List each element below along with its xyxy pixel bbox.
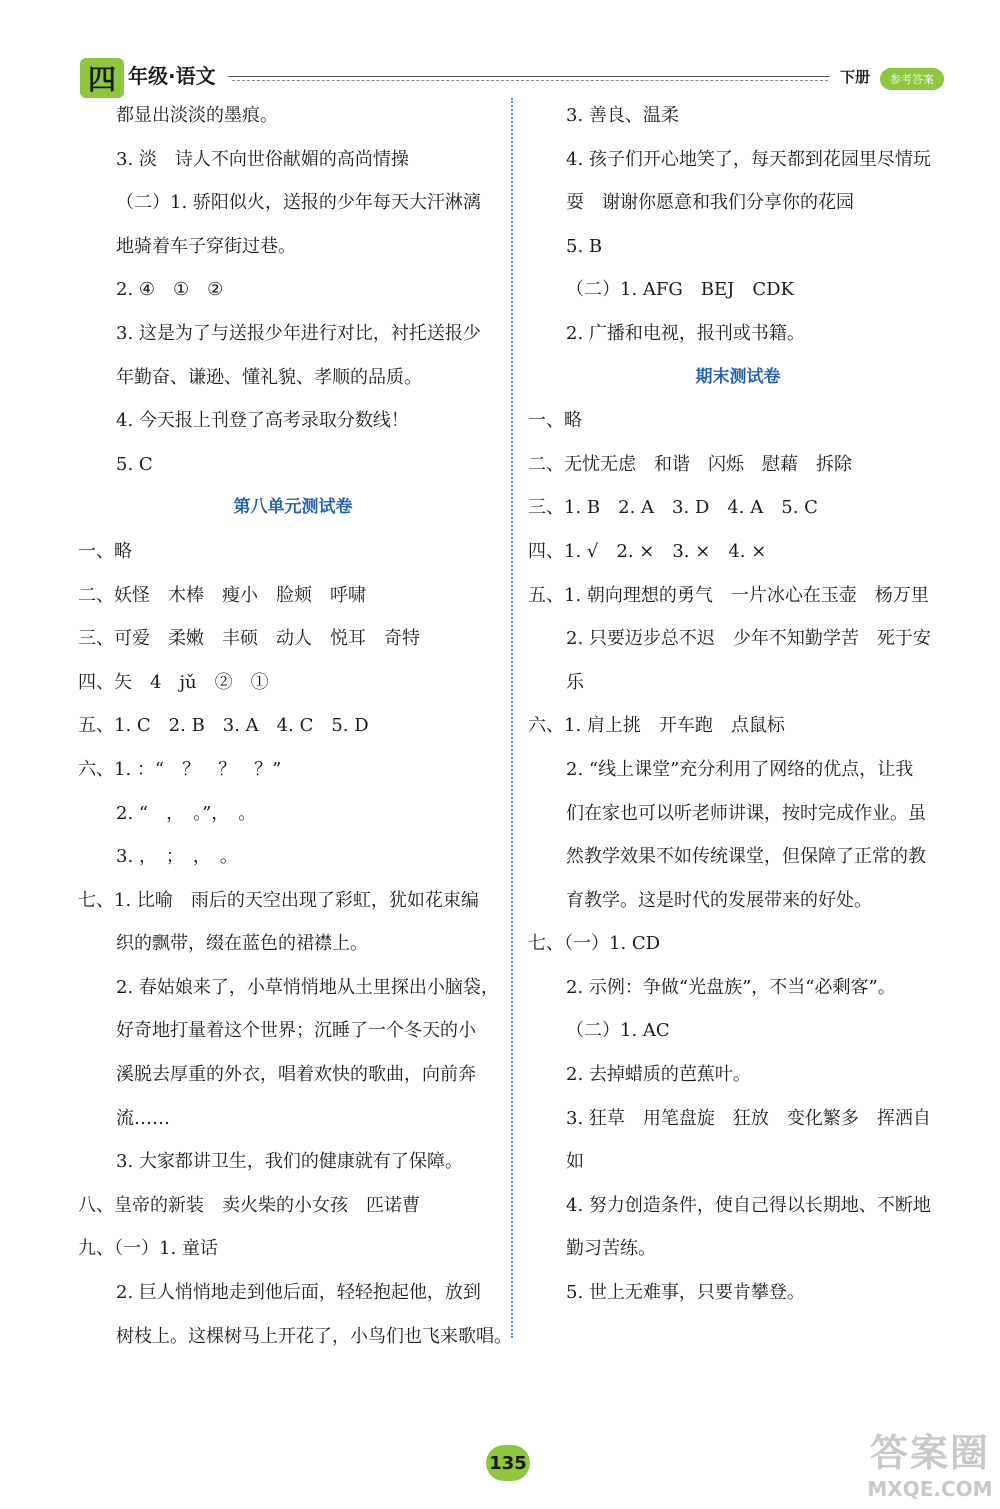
answer-line: 3. 狂草 用笔盘旋 狂放 变化繁多 挥洒自 bbox=[566, 1107, 931, 1129]
answer-line: 三、1. B 2. A 3. D 4. A 5. C bbox=[528, 497, 818, 519]
answer-line: 乐 bbox=[566, 671, 584, 693]
answer-line: （二）1. AFG BEJ CDK bbox=[566, 279, 794, 301]
answer-line: 育教学。这是时代的发展带来的好处。 bbox=[566, 889, 872, 911]
answer-line: 如 bbox=[566, 1151, 584, 1173]
answer-line: 勤习苦练。 bbox=[566, 1238, 656, 1260]
answers-badge: 参考答案 bbox=[880, 68, 944, 90]
answer-line: 3. 善良、温柔 bbox=[566, 105, 679, 126]
answer-line: 地骑着车子穿街过巷。 bbox=[116, 235, 296, 257]
section-heading: 期末测试卷 bbox=[695, 366, 781, 387]
answer-line: （二）1. 骄阳似火，送报的少年每天大汗淋漓 bbox=[116, 192, 481, 214]
grade-badge: 四 bbox=[80, 58, 124, 98]
watermark-logo bbox=[860, 1430, 1000, 1509]
answer-line: 5. B bbox=[566, 235, 603, 257]
answer-line: 一、略 bbox=[78, 540, 132, 562]
answer-line: 树枝上。这棵树马上开花了，小鸟们也飞来歌唱。 bbox=[116, 1325, 512, 1347]
answer-line: 2. 巨人悄悄地走到他后面，轻轻抱起他，放到 bbox=[116, 1282, 481, 1304]
answer-line: 3. 大家都讲卫生，我们的健康就有了保障。 bbox=[116, 1151, 463, 1173]
answer-line: （二）1. AC bbox=[566, 1020, 670, 1042]
answer-line: 五、1. 朝向理想的勇气 一片冰心在玉壶 杨万里 bbox=[528, 584, 929, 606]
right-column bbox=[528, 94, 948, 1315]
answer-line: 二、无忧无虑 和谐 闪烁 慰藉 拆除 bbox=[528, 453, 852, 475]
answer-line: 2. “线上课堂”充分利用了网络的优点，让我 bbox=[566, 758, 914, 780]
answer-line: 3. ， ； ， 。 bbox=[116, 846, 238, 868]
answer-line: 5. 世上无难事，只要肯攀登。 bbox=[566, 1282, 805, 1304]
answer-line: 二、妖怪 木棒 瘦小 脸颊 呼啸 bbox=[78, 584, 366, 606]
answer-line: 九、（一）1. 童话 bbox=[78, 1238, 218, 1260]
column-divider bbox=[511, 98, 513, 1338]
answer-line: 3. 这是为了与送报少年进行对比，衬托送报少 bbox=[116, 322, 481, 344]
answer-line: 都显出淡淡的墨痕。 bbox=[116, 105, 278, 126]
answer-line: 三、可爱 柔嫩 丰硕 动人 悦耳 奇特 bbox=[78, 628, 420, 650]
answer-line: 流…… bbox=[116, 1107, 170, 1129]
answer-line: 五、1. C 2. B 3. A 4. C 5. D bbox=[78, 715, 369, 737]
answer-line: 年勤奋、谦逊、懂礼貌、孝顺的品质。 bbox=[116, 366, 422, 388]
answer-line: 七、（一）1. CD bbox=[528, 933, 661, 955]
answer-line: 四、1. √ 2. × 3. × 4. × bbox=[528, 540, 767, 562]
page-header bbox=[0, 0, 1000, 100]
answer-line: 2. 示例：争做“光盘族”，不当“必剩客”。 bbox=[566, 976, 896, 998]
answer-line: 2. 去掉蜡质的芭蕉叶。 bbox=[566, 1064, 751, 1086]
answer-line: 2. 春姑娘来了，小草悄悄地从土里探出小脑袋， bbox=[116, 976, 499, 998]
answer-line: 5. C bbox=[116, 453, 153, 475]
answer-line: 4. 今天报上刊登了高考录取分数线！ bbox=[116, 410, 409, 432]
header-subject: 年级·语文 bbox=[128, 64, 216, 88]
answer-line: 织的飘带，缀在蓝色的裙襟上。 bbox=[116, 933, 368, 955]
watermark-sub: MXQE.COM bbox=[867, 1477, 993, 1501]
answer-line: 3. 淡 诗人不向世俗献媚的高尚情操 bbox=[116, 148, 409, 170]
answer-line: 一、略 bbox=[528, 410, 582, 432]
header-volume: 下册 bbox=[840, 68, 871, 86]
header-rule-dashed bbox=[232, 80, 828, 81]
section-heading: 第八单元测试卷 bbox=[233, 497, 353, 518]
answer-line: 2. 只要迈步总不迟 少年不知勤学苦 死于安 bbox=[566, 628, 931, 650]
answer-line: 六、1. 肩上挑 开车跑 点鼠标 bbox=[528, 715, 785, 737]
answer-line: 耍 谢谢你愿意和我们分享你的花园 bbox=[566, 192, 854, 214]
watermark-main: 答案圈 bbox=[869, 1431, 990, 1475]
answer-line: 4. 孩子们开心地笑了，每天都到花园里尽情玩 bbox=[566, 148, 931, 170]
answer-line: 然教学效果不如传统课堂，但保障了正常的教 bbox=[566, 846, 926, 868]
answer-line: 2. 广播和电视，报刊或书籍。 bbox=[566, 322, 805, 344]
header-rule bbox=[228, 76, 830, 77]
answer-line: 好奇地打量着这个世界；沉睡了一个冬天的小 bbox=[116, 1020, 476, 1042]
page-number: 135 bbox=[486, 1445, 530, 1481]
answer-line: 2. ④ ① ② bbox=[116, 279, 224, 301]
answer-line: 们在家也可以听老师讲课，按时完成作业。虽 bbox=[566, 802, 926, 824]
answer-line: 六、1. ：“ ？ ？ ？” bbox=[78, 758, 282, 780]
answer-line: 八、皇帝的新装 卖火柴的小女孩 匹诺曹 bbox=[78, 1194, 420, 1216]
answer-line: 七、1. 比喻 雨后的天空出现了彩虹，犹如花束编 bbox=[78, 889, 479, 911]
answer-line: 4. 努力创造条件，使自己得以长期地、不断地 bbox=[566, 1194, 931, 1216]
answer-line: 2. “ ， 。”， 。 bbox=[116, 802, 257, 824]
answer-line: 溪脱去厚重的外衣，唱着欢快的歌曲，向前奔 bbox=[116, 1064, 476, 1086]
left-column bbox=[78, 94, 512, 1358]
answer-line: 四、矢 4 jǔ ② ① bbox=[78, 671, 269, 693]
